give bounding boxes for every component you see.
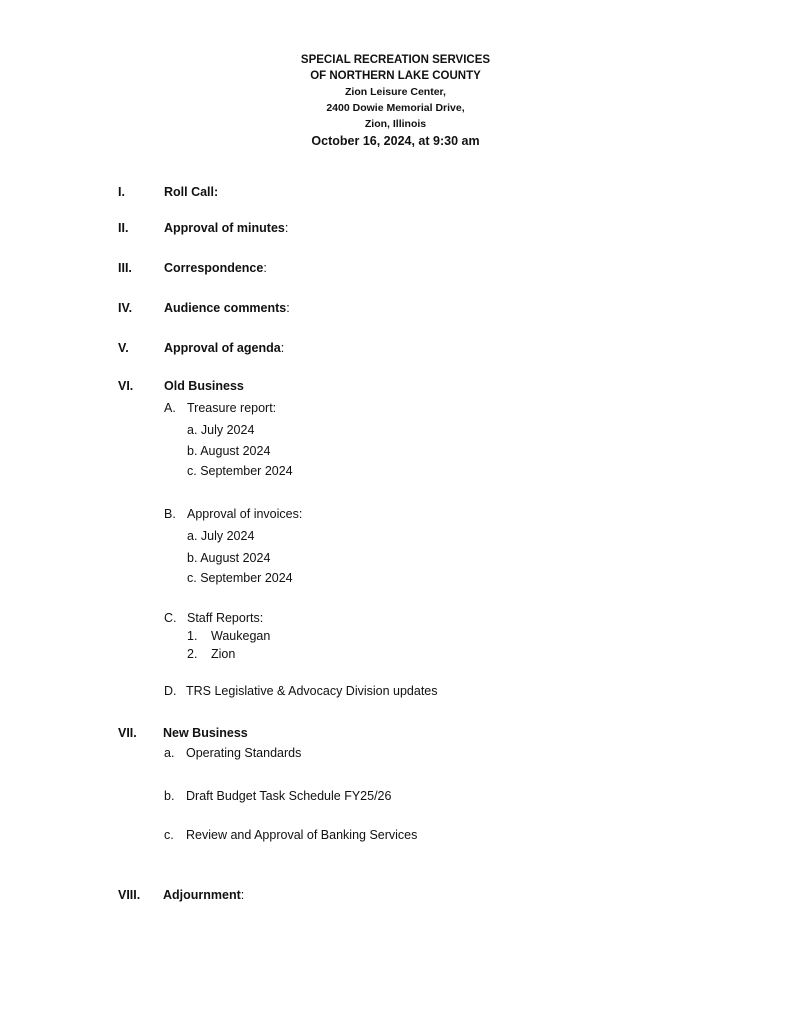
section-title: Approval of agenda: xyxy=(164,341,285,355)
section-title: Audience comments: xyxy=(164,301,290,315)
item-text: Staff Reports: xyxy=(187,611,264,625)
agenda-section-audience-comments xyxy=(0,299,791,317)
agenda-section-new-business xyxy=(0,724,791,742)
document-header xyxy=(0,52,791,150)
item-text: Treasure report: xyxy=(187,401,277,415)
item-text: Approval of invoices: xyxy=(187,507,303,521)
item-marker: A. xyxy=(164,401,176,415)
item-text: TRS Legislative & Advocacy Division updates xyxy=(186,684,438,698)
item-marker: b. xyxy=(164,789,175,803)
section-number: V. xyxy=(118,341,129,355)
section-number: IV. xyxy=(118,301,133,315)
org-name-line2: OF NORTHERN LAKE COUNTY xyxy=(310,70,481,82)
sub-item: a. July 2024 xyxy=(187,423,255,437)
section-number: III. xyxy=(118,261,132,275)
item-text: Waukegan xyxy=(211,629,271,643)
item-text: Review and Approval of Banking Services xyxy=(186,828,418,842)
item-text: Draft Budget Task Schedule FY25/26 xyxy=(186,789,392,803)
agenda-section-roll-call xyxy=(0,183,791,201)
section-number: II. xyxy=(118,221,129,235)
agenda-section-old-business xyxy=(0,377,791,395)
meeting-date: October 16, 2024, at 9:30 am xyxy=(311,134,480,148)
section-title: Old Business xyxy=(164,379,244,393)
sub-item: b. August 2024 xyxy=(187,444,271,458)
venue-name: Zion Leisure Center, xyxy=(345,86,446,98)
section-number: VII. xyxy=(118,726,137,740)
item-marker: 1. xyxy=(187,629,198,643)
agenda-section-correspondence xyxy=(0,259,791,277)
item-text: Operating Standards xyxy=(186,746,302,760)
item-marker: a. xyxy=(164,746,175,760)
item-text: Zion xyxy=(211,647,236,661)
section-title: New Business xyxy=(163,726,248,740)
item-marker: C. xyxy=(164,611,177,625)
section-number: VI. xyxy=(118,379,134,393)
agenda-section-approval-of-agenda xyxy=(0,339,791,357)
section-number: VIII. xyxy=(118,888,141,902)
section-title: Approval of minutes: xyxy=(164,221,289,235)
org-name-line1: SPECIAL RECREATION SERVICES xyxy=(300,54,491,66)
item-marker: D. xyxy=(164,684,177,698)
section-number: I. xyxy=(118,185,125,199)
venue-address: 2400 Dowie Memorial Drive, xyxy=(326,102,465,114)
item-marker: B. xyxy=(164,507,176,521)
section-title: Correspondence: xyxy=(164,261,267,275)
venue-city: Zion, Illinois xyxy=(364,118,427,130)
sub-item: a. July 2024 xyxy=(187,529,255,543)
agenda-section-approval-of-minutes xyxy=(0,219,791,237)
item-marker: 2. xyxy=(187,647,198,661)
sub-item: c. September 2024 xyxy=(187,571,293,585)
sub-item: c. September 2024 xyxy=(187,464,293,478)
section-title: Roll Call: xyxy=(164,185,219,199)
item-marker: c. xyxy=(164,828,174,842)
sub-item: b. August 2024 xyxy=(187,551,271,565)
section-title: Adjournment: xyxy=(163,888,245,902)
agenda-section-adjournment xyxy=(0,886,791,904)
